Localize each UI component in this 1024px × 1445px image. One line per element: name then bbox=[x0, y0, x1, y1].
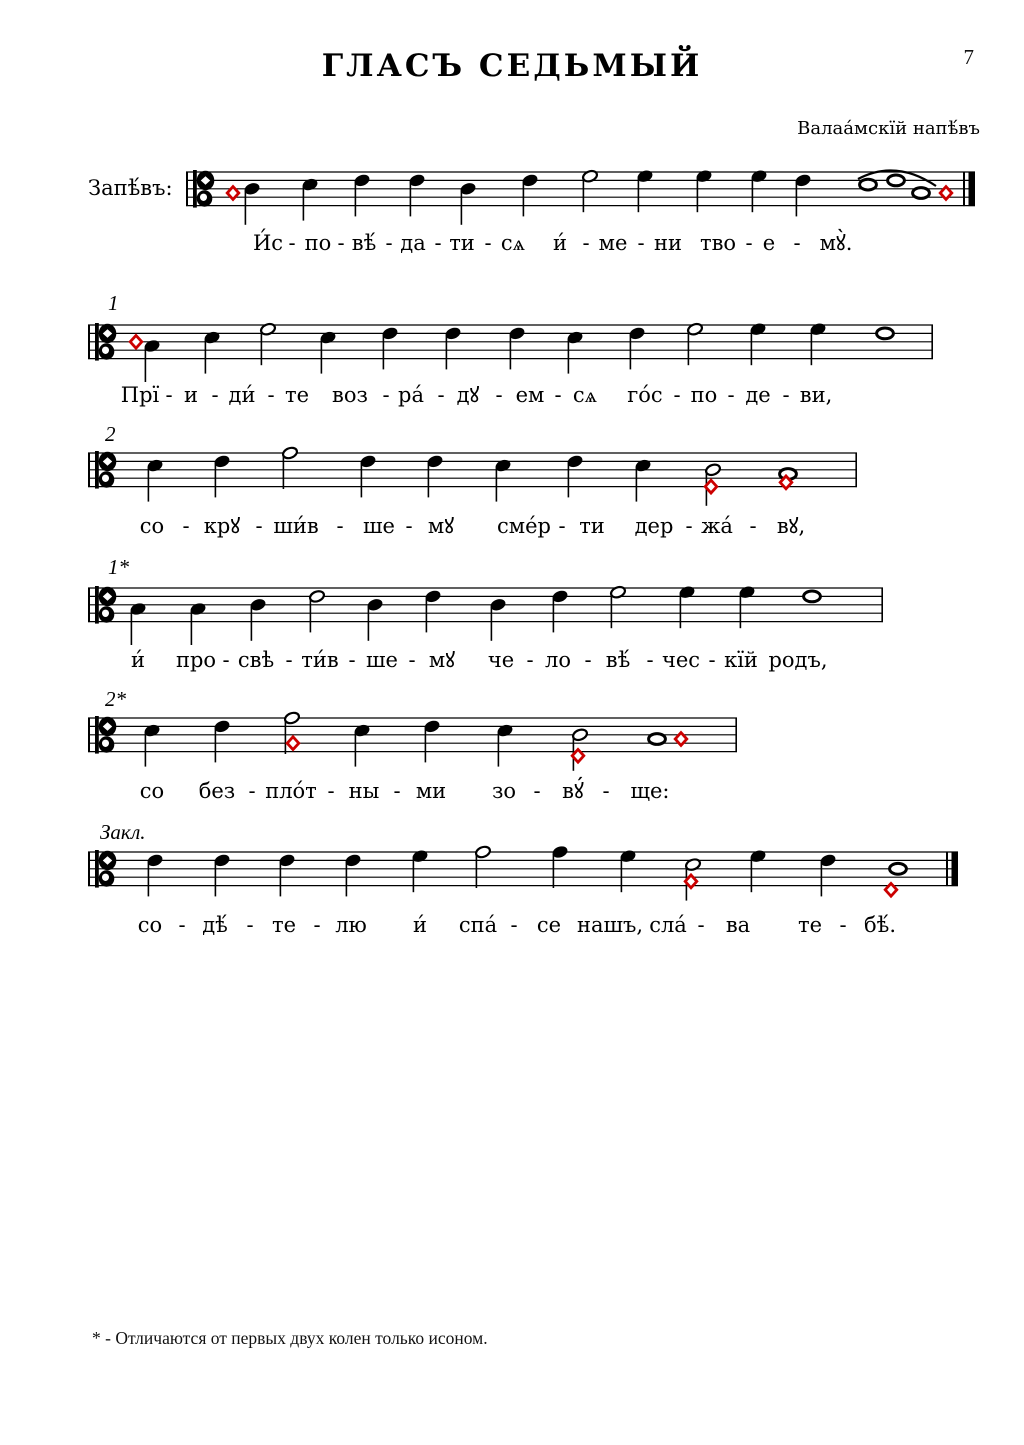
staff-label-zakl: Закл. bbox=[100, 820, 146, 844]
lyric-syllable: пло́т bbox=[265, 779, 317, 803]
lyric-syllable: мꙋ bbox=[427, 514, 455, 538]
lyric-syllable: ра́ bbox=[398, 383, 424, 407]
lyric-syllable: че bbox=[487, 648, 515, 672]
lyric-hyphen: - bbox=[393, 779, 401, 803]
lyric-syllable: го́с bbox=[627, 383, 663, 407]
lyric-hyphen: - bbox=[484, 231, 492, 255]
lyric-syllable: крꙋ bbox=[203, 514, 241, 538]
lyric-hyphen: - bbox=[745, 231, 753, 255]
lyric-hyphen: - bbox=[582, 231, 590, 255]
lyric-syllable: ми bbox=[415, 779, 447, 803]
lyric-hyphen: - bbox=[495, 383, 503, 407]
lyric-syllable: со bbox=[139, 514, 165, 538]
lyric-syllable: вꙋ́ bbox=[562, 779, 584, 803]
staff-system-kolena-1 bbox=[88, 322, 933, 382]
staff-system-kolena-1-star bbox=[88, 585, 883, 645]
lyric-hyphen: - bbox=[165, 383, 173, 407]
lyric-syllable: ти bbox=[579, 514, 605, 538]
barline-end bbox=[735, 718, 737, 753]
lyric-hyphen: - bbox=[288, 231, 296, 255]
cephaut-clef bbox=[102, 347, 109, 354]
lyric-syllable: по bbox=[690, 383, 718, 407]
lyric-syllable: ло bbox=[545, 648, 571, 672]
barline-start bbox=[88, 325, 90, 360]
barline-final-thick bbox=[969, 172, 976, 207]
lyric-syllable: со bbox=[139, 779, 165, 803]
lyric-syllable: тво bbox=[699, 231, 737, 255]
lyric-syllable: кїй bbox=[724, 648, 758, 672]
lyric-syllable: дꙋ bbox=[456, 383, 480, 407]
cephaut-clef bbox=[95, 451, 99, 489]
staff-label-kolena-1-star: 1* bbox=[108, 555, 129, 579]
lyric-syllable: те bbox=[271, 913, 297, 937]
whole-note bbox=[913, 188, 930, 199]
lyric-syllable: по bbox=[304, 231, 332, 255]
barline-start bbox=[88, 453, 90, 488]
lyric-syllable: да bbox=[400, 231, 426, 255]
whole-note bbox=[804, 591, 821, 602]
barline-final-thin bbox=[946, 852, 948, 887]
lyric-syllable: без bbox=[198, 779, 236, 803]
lyric-hyphen: - bbox=[313, 913, 321, 937]
staff-label-zapev: Запѣ́въ: bbox=[88, 176, 173, 200]
lyric-hyphen: - bbox=[437, 383, 445, 407]
lyric-syllable: ны bbox=[348, 779, 380, 803]
lyric-syllable: ди́ bbox=[228, 383, 256, 407]
lyric-syllable: и bbox=[184, 383, 198, 407]
lyric-hyphen: - bbox=[782, 383, 790, 407]
barline-start bbox=[88, 852, 90, 887]
lyric-syllable: и́ bbox=[131, 648, 145, 672]
cephaut-clef bbox=[102, 475, 109, 482]
lyric-syllable: сѧ bbox=[572, 383, 598, 407]
footnote: * - Отличаются от первых двух колен только исоном. bbox=[92, 1328, 488, 1348]
cephaut-clef bbox=[200, 194, 207, 201]
lyric-hyphen: - bbox=[533, 779, 541, 803]
lyric-hyphen: - bbox=[697, 913, 705, 937]
cephaut-clef bbox=[102, 610, 109, 617]
barline-final-thick bbox=[952, 852, 959, 887]
barline-end bbox=[881, 588, 883, 623]
whole-note bbox=[649, 734, 666, 745]
lyric-syllable: ни bbox=[654, 231, 682, 255]
cephaut-clef bbox=[102, 874, 109, 881]
lyric-hyphen: - bbox=[327, 779, 335, 803]
staff-label-kolena-2-star: 2* bbox=[105, 687, 126, 711]
lyric-syllable: ще: bbox=[630, 779, 670, 803]
lyric-hyphen: - bbox=[285, 648, 293, 672]
lyric-hyphen: - bbox=[211, 383, 219, 407]
cephaut-clef bbox=[95, 716, 99, 754]
lyric-syllable: ти bbox=[449, 231, 475, 255]
staff-label-kolena-2: 2 bbox=[105, 422, 116, 446]
lyric-hyphen: - bbox=[727, 383, 735, 407]
lyric-syllable: спа́ bbox=[458, 913, 498, 937]
whole-note bbox=[888, 175, 905, 186]
barline-start bbox=[186, 172, 188, 207]
whole-note bbox=[877, 328, 894, 339]
lyric-hyphen: - bbox=[839, 913, 847, 937]
barline-final-thin bbox=[963, 172, 965, 207]
lyric-syllable: жа́ bbox=[701, 514, 733, 538]
lyric-hyphen: - bbox=[510, 913, 518, 937]
lyric-hyphen: - bbox=[178, 913, 186, 937]
lyric-syllable: ме bbox=[598, 231, 628, 255]
ison-diamond bbox=[287, 737, 299, 750]
lyric-syllable: лю bbox=[335, 913, 367, 937]
barline-end bbox=[931, 325, 933, 360]
lyric-syllable: мꙋ̀. bbox=[819, 231, 853, 255]
lyric-hyphen: - bbox=[182, 514, 190, 538]
barline-end bbox=[855, 453, 857, 488]
lyric-syllable: сме́р bbox=[497, 514, 551, 538]
lyric-syllable: сла́ bbox=[649, 913, 687, 937]
lyric-syllable: те bbox=[284, 383, 310, 407]
staff-system-zapev bbox=[186, 169, 975, 225]
lyric-syllable: чес bbox=[661, 648, 701, 672]
lyric-hyphen: - bbox=[337, 231, 345, 255]
lyric-hyphen: - bbox=[255, 514, 263, 538]
lyric-syllable: ши́в bbox=[273, 514, 319, 538]
lyric-hyphen: - bbox=[246, 913, 254, 937]
lyric-hyphen: - bbox=[602, 779, 610, 803]
lyric-syllable: де bbox=[745, 383, 771, 407]
lyric-syllable: и́ bbox=[553, 231, 567, 255]
lyric-hyphen: - bbox=[646, 648, 654, 672]
lyric-syllable: вѣ́ bbox=[605, 648, 631, 672]
lyric-syllable: нашъ, bbox=[576, 913, 644, 937]
lyric-syllable: мꙋ bbox=[428, 648, 456, 672]
lyric-syllable: вѣ́ bbox=[351, 231, 377, 255]
lyric-hyphen: - bbox=[673, 383, 681, 407]
lyric-hyphen: - bbox=[708, 648, 716, 672]
lyric-syllable: дѣ́ bbox=[202, 913, 228, 937]
lyric-hyphen: - bbox=[558, 514, 566, 538]
page-title: ГЛАСЪ СЕДЬМЫЙ bbox=[321, 48, 703, 84]
lyric-hyphen: - bbox=[554, 383, 562, 407]
lyric-syllable: свѣ bbox=[237, 648, 275, 672]
lyric-hyphen: - bbox=[408, 648, 416, 672]
lyric-hyphen: - bbox=[385, 231, 393, 255]
lyric-syllable: и́ bbox=[413, 913, 427, 937]
lyric-hyphen: - bbox=[348, 648, 356, 672]
lyric-hyphen: - bbox=[584, 648, 592, 672]
staff-system-zakl bbox=[88, 845, 958, 901]
cephaut-clef bbox=[95, 323, 99, 361]
cephaut-clef bbox=[102, 740, 109, 747]
lyric-hyphen: - bbox=[248, 779, 256, 803]
chant-source-label: Валаа́мскїй напѣ́въ bbox=[797, 118, 980, 139]
cephaut-clef bbox=[95, 850, 99, 888]
lyric-syllable: зо bbox=[491, 779, 517, 803]
lyric-syllable: со bbox=[137, 913, 163, 937]
lyric-hyphen: - bbox=[382, 383, 390, 407]
lyric-syllable: дер bbox=[634, 514, 674, 538]
lyric-syllable: ви, bbox=[799, 383, 833, 407]
lyric-syllable: те bbox=[797, 913, 823, 937]
page-number: 7 bbox=[963, 45, 974, 69]
ison-diamond bbox=[130, 335, 142, 348]
cephaut-clef bbox=[95, 586, 99, 624]
lyric-hyphen: - bbox=[793, 231, 801, 255]
whole-note bbox=[860, 179, 877, 190]
barline-start bbox=[88, 588, 90, 623]
lyric-hyphen: - bbox=[267, 383, 275, 407]
lyric-hyphen: - bbox=[749, 514, 757, 538]
staff-system-kolena-2 bbox=[88, 446, 857, 506]
lyric-hyphen: - bbox=[222, 648, 230, 672]
lyric-hyphen: - bbox=[434, 231, 442, 255]
whole-note bbox=[890, 863, 907, 874]
lyric-syllable: И́с bbox=[252, 231, 284, 255]
lyric-syllable: се bbox=[536, 913, 562, 937]
lyric-hyphen: - bbox=[405, 514, 413, 538]
lyric-syllable: сѧ bbox=[500, 231, 526, 255]
lyric-syllable: родъ, bbox=[768, 648, 828, 672]
lyric-syllable: вꙋ, bbox=[776, 514, 806, 538]
staff-label-kolena-1: 1 bbox=[108, 291, 119, 315]
lyric-syllable: про bbox=[175, 648, 217, 672]
lyric-syllable: ем bbox=[515, 383, 545, 407]
lyric-hyphen: - bbox=[526, 648, 534, 672]
barline-start bbox=[88, 718, 90, 753]
lyric-syllable: ва bbox=[725, 913, 751, 937]
lyric-hyphen: - bbox=[637, 231, 645, 255]
cephaut-clef bbox=[193, 170, 197, 208]
staff-system-kolena-2-star bbox=[88, 711, 737, 771]
lyric-syllable: ти́в bbox=[301, 648, 339, 672]
lyric-syllable: ше bbox=[363, 514, 395, 538]
lyric-hyphen: - bbox=[685, 514, 693, 538]
lyric-hyphen: - bbox=[336, 514, 344, 538]
lyric-syllable: Прї bbox=[120, 383, 160, 407]
lyric-syllable: е bbox=[762, 231, 776, 255]
lyric-syllable: воз bbox=[332, 383, 368, 407]
lyric-syllable: ше bbox=[366, 648, 398, 672]
lyric-syllable: бѣ́. bbox=[864, 913, 896, 937]
